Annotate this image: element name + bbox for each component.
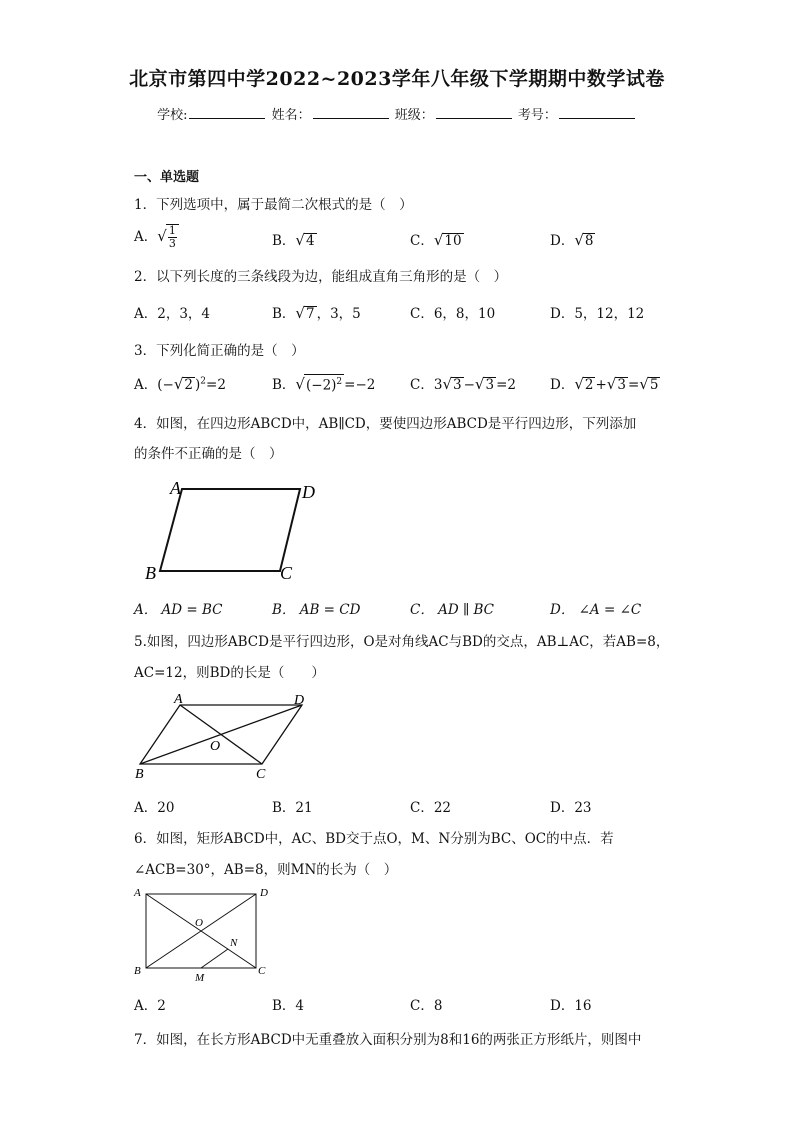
name-blank[interactable] — [313, 106, 389, 119]
student-info-line — [0, 104, 794, 123]
q3-b-result: =−2 — [344, 377, 376, 393]
radical-icon: √ — [442, 375, 452, 393]
q3-a-close: ) — [195, 377, 201, 393]
q4-option-a[interactable] — [134, 598, 223, 618]
q3-c-radicand-1: 3 — [453, 377, 462, 393]
q3-a-open: (− — [157, 377, 174, 393]
q5-parallelogram-figure — [132, 690, 322, 785]
q4-a-text: A． AD = BC — [134, 602, 223, 618]
q3-option-c[interactable] — [410, 373, 516, 393]
radical-icon: √ — [295, 304, 305, 322]
q3-c-coefficient: 3 — [433, 377, 443, 393]
q2-option-c[interactable]: C．6，8，10 — [410, 306, 496, 322]
q1-a-denominator: 3 — [168, 237, 176, 250]
q6-option-c[interactable]: C．8 — [410, 998, 443, 1014]
q3-c-result: =2 — [496, 377, 516, 393]
q5-option-a[interactable]: A．20 — [134, 800, 175, 816]
q1-option-a[interactable] — [134, 224, 179, 250]
radical-icon: √ — [295, 231, 305, 249]
q6-option-a[interactable]: A．2 — [134, 998, 166, 1014]
q3-d-label: D． — [550, 377, 575, 393]
section-title: 一、单选题 — [134, 170, 200, 185]
q1-stem: 1．下列选项中，属于最简二次根式的是（ ） — [134, 197, 413, 213]
q3-a-exponent: 2 — [200, 376, 207, 387]
q2-option-a[interactable]: A．2，3，4 — [134, 306, 211, 322]
q2-b-radicand: 7 — [305, 306, 315, 322]
q4-c-text: C． AD ∥ BC — [410, 602, 495, 618]
school-label: 学校: — [157, 108, 188, 123]
q6-label-o: O — [195, 917, 203, 929]
q3-a-label: A． — [134, 377, 158, 393]
q6-label-m: M — [195, 972, 205, 984]
q1-option-d[interactable] — [550, 229, 595, 249]
q3-c-minus: − — [463, 377, 475, 393]
q3-option-b[interactable] — [272, 373, 375, 393]
class-label: 班级： — [394, 108, 434, 123]
q3-option-d[interactable] — [550, 373, 660, 393]
q1-b-label: B． — [272, 233, 296, 249]
q6-rectangle-figure — [130, 882, 280, 987]
q1-a-numerator: 1 — [168, 224, 176, 237]
q3-b-radicand-base: (−2) — [305, 377, 337, 393]
q4-label-b: B — [145, 563, 156, 583]
q4-label-d: D — [302, 482, 315, 502]
q4-label-c: C — [280, 563, 293, 583]
q3-b-label: B． — [272, 377, 296, 393]
radical-icon: √ — [173, 375, 184, 393]
q3-c-radicand-2: 3 — [485, 377, 495, 393]
q3-d-radicand-2: 3 — [617, 377, 626, 393]
q7-stem-line1: 7．如图，在长方形ABCD中无重叠放入面积分别为8和16的两张正方形纸片，则图中 — [134, 1032, 642, 1048]
radical-icon: √ — [157, 227, 167, 245]
q2-option-d[interactable]: D．5，12，12 — [550, 306, 645, 322]
q5-option-d[interactable]: D．23 — [550, 800, 592, 816]
q4-option-d[interactable] — [550, 598, 641, 618]
q1-a-radicand — [166, 224, 179, 250]
q5-label-o: O — [210, 739, 221, 754]
q3-a-radicand: 2 — [184, 377, 193, 393]
q5-stem-line1: 5.如图，四边形ABCD是平行四边形，O是对角线AC与BD的交点，AB⊥AC，若AB=8， — [134, 634, 670, 650]
q2-stem: 2．以下列长度的三条线段为边，能组成直角三角形的是（ ） — [134, 269, 508, 285]
q5-label-a: A — [174, 692, 183, 707]
q6-label-b: B — [134, 965, 141, 977]
class-blank[interactable] — [436, 106, 512, 119]
q3-b-exponent: 2 — [336, 376, 343, 387]
q1-d-label: D． — [550, 233, 575, 249]
radical-icon: √ — [574, 375, 584, 393]
q1-d-radicand: 8 — [584, 233, 594, 249]
q4-stem-line2: 的条件不正确的是（ ） — [134, 446, 283, 462]
q3-a-result: =2 — [206, 377, 226, 393]
q4-quadrilateral-figure — [140, 474, 330, 586]
q6-option-d[interactable]: D．16 — [550, 998, 592, 1014]
q4-quadrilateral-shape — [160, 489, 300, 571]
q6-label-a: A — [134, 887, 141, 899]
q3-c-label: C． — [410, 377, 434, 393]
q5-stem-line2: AC=12，则BD的长是（ ） — [134, 665, 325, 681]
q1-option-b[interactable] — [272, 229, 317, 249]
radical-icon: √ — [639, 375, 649, 393]
school-blank[interactable] — [189, 106, 265, 119]
q5-option-b[interactable]: B．21 — [272, 800, 313, 816]
q4-stem-line1: 4．如图，在四边形ABCD中，AB∥CD，要使四边形ABCD是平行四边形，下列添加 — [134, 416, 637, 432]
q5-label-d: D — [294, 693, 305, 708]
radical-icon: √ — [606, 375, 617, 393]
q5-label-b: B — [135, 767, 144, 782]
q5-option-c[interactable]: C．22 — [410, 800, 452, 816]
q2-b-label: B． — [272, 306, 296, 322]
radical-icon: √ — [295, 375, 305, 393]
number-blank[interactable] — [559, 106, 635, 119]
q6-label-c: C — [258, 965, 266, 977]
q1-c-radicand: 10 — [444, 233, 462, 249]
q6-label-n: N — [230, 937, 238, 949]
q1-option-c[interactable] — [410, 229, 464, 249]
q3-d-radicand-3: 5 — [649, 377, 659, 393]
q3-option-a[interactable] — [134, 373, 226, 393]
q3-d-radicand-1: 2 — [584, 377, 594, 393]
q1-b-radicand: 4 — [305, 233, 315, 249]
q6-stem-line1: 6．如图，矩形ABCD中，AC、BD交于点O，M、N分别为BC、OC的中点．若 — [134, 831, 614, 847]
q5-diagonal-bd — [140, 705, 302, 764]
q3-d-equals: = — [627, 377, 640, 393]
q4-b-text: B． AB = CD — [272, 602, 361, 618]
radical-icon: √ — [433, 231, 444, 249]
q6-label-d: D — [260, 887, 268, 899]
radical-icon: √ — [574, 231, 584, 249]
q3-stem: 3．下列化简正确的是（ ） — [134, 343, 305, 359]
q2-b-rest: ，3，5 — [316, 306, 361, 322]
exam-title: 北京市第四中学2022~2023学年八年级下学期期中数学试卷 — [129, 68, 665, 90]
q5-label-c: C — [256, 767, 266, 782]
q4-option-b[interactable] — [272, 598, 360, 618]
q1-a-label: A． — [134, 229, 158, 245]
q3-b-radicand — [304, 374, 344, 393]
q6-segment-mn — [201, 949, 228, 968]
q3-d-plus: + — [595, 377, 607, 393]
radical-icon: √ — [474, 375, 485, 393]
q6-stem-line2: ∠ACB=30°，AB=8，则MN的长为（ ） — [134, 862, 398, 878]
q2-option-b[interactable] — [272, 302, 361, 322]
name-label: 姓名： — [271, 108, 311, 123]
q1-c-label: C． — [410, 233, 434, 249]
q6-option-b[interactable]: B．4 — [272, 998, 305, 1014]
number-label: 考号： — [517, 108, 557, 123]
q4-option-c[interactable] — [410, 598, 494, 618]
q4-label-a: A — [170, 478, 181, 498]
q4-d-text: D． ∠A = ∠C — [550, 602, 642, 618]
